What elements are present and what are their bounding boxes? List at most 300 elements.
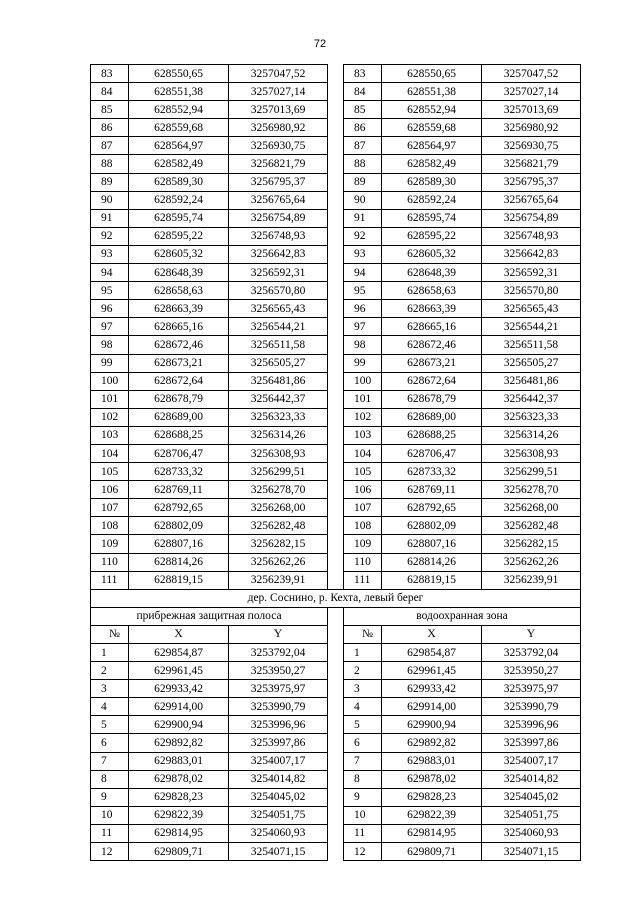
table-row: [91, 390, 581, 408]
column-gap: [328, 227, 344, 245]
left-coord-x: 628658,63: [129, 282, 229, 300]
right-coord-x: 629809,71: [382, 843, 482, 861]
right-coord-x: 628802,09: [382, 517, 482, 535]
left-coord-x: 628689,00: [129, 408, 229, 426]
column-gap: [328, 65, 344, 83]
table-row: [91, 137, 581, 155]
left-point-number: 86: [91, 119, 129, 137]
right-point-number: 86: [344, 119, 382, 137]
right-coord-x: 628807,16: [382, 535, 482, 553]
left-coord-x: 629883,01: [129, 752, 229, 770]
table-row: [91, 698, 581, 716]
table-row: [91, 191, 581, 209]
column-gap: [328, 245, 344, 263]
left-coord-y: 3256282,15: [229, 535, 328, 553]
left-coord-x: 628663,39: [129, 300, 229, 318]
left-coord-x: 628589,30: [129, 173, 229, 191]
left-point-number: 10: [91, 806, 129, 824]
column-gap: [328, 300, 344, 318]
right-coord-x: 629892,82: [382, 734, 482, 752]
column-gap: [328, 625, 344, 643]
left-coord-x: 628733,32: [129, 463, 229, 481]
left-coord-y: 3256323,33: [229, 408, 328, 426]
column-gap: [328, 571, 344, 589]
table-row: [91, 264, 581, 282]
right-coord-y: 3256642,83: [482, 245, 581, 263]
right-point-number: 92: [344, 227, 382, 245]
left-coord-x: 629814,95: [129, 824, 229, 842]
table-row: [91, 517, 581, 535]
right-point-number: 105: [344, 463, 382, 481]
left-coord-y: 3256282,48: [229, 517, 328, 535]
right-coord-y: 3254045,02: [482, 788, 581, 806]
right-coord-x: 628672,46: [382, 336, 482, 354]
left-coord-y: 3256754,89: [229, 209, 328, 227]
left-coord-x: 628595,22: [129, 227, 229, 245]
left-coord-x: 628814,26: [129, 553, 229, 571]
right-coord-y: 3254060,93: [482, 824, 581, 842]
right-coord-x: 628595,22: [382, 227, 482, 245]
right-coord-x: 628678,79: [382, 390, 482, 408]
left-coord-y: 3253950,27: [229, 662, 328, 680]
column-gap: [328, 770, 344, 788]
right-coord-x: 628658,63: [382, 282, 482, 300]
right-coord-x: 628552,94: [382, 101, 482, 119]
right-point-number: 10: [344, 806, 382, 824]
table-row: [91, 372, 581, 390]
left-coord-x: 628802,09: [129, 517, 229, 535]
left-coord-x: 628605,32: [129, 245, 229, 263]
left-point-number: 11: [91, 824, 129, 842]
left-coord-y: 3256544,21: [229, 318, 328, 336]
left-coord-x: 629900,94: [129, 716, 229, 734]
right-point-number: 93: [344, 245, 382, 263]
left-coord-y: 3257027,14: [229, 83, 328, 101]
left-coord-y: 3256278,70: [229, 481, 328, 499]
left-point-number: 102: [91, 408, 129, 426]
left-zone-heading: прибрежная защитная полоса: [91, 607, 328, 625]
right-point-number: 103: [344, 426, 382, 444]
page-number: 72: [313, 38, 327, 50]
left-coord-y: 3253990,79: [229, 698, 328, 716]
left-point-number: 105: [91, 463, 129, 481]
right-point-number: 101: [344, 390, 382, 408]
left-coord-x: 628672,64: [129, 372, 229, 390]
left-coord-y: 3256481,86: [229, 372, 328, 390]
left-coord-x: 628582,49: [129, 155, 229, 173]
right-coord-x: 628605,32: [382, 245, 482, 263]
left-coord-y: 3253975,97: [229, 680, 328, 698]
column-gap: [328, 535, 344, 553]
right-coord-y: 3257047,52: [482, 65, 581, 83]
left-coord-y: 3257013,69: [229, 101, 328, 119]
right-point-number: 88: [344, 155, 382, 173]
table-row: [91, 463, 581, 481]
right-coord-y: 3256980,92: [482, 119, 581, 137]
column-gap: [328, 499, 344, 517]
left-coord-x: 628665,16: [129, 318, 229, 336]
table-row: [91, 426, 581, 444]
left-coord-y: 3254071,15: [229, 843, 328, 861]
right-coord-x: 628564,97: [382, 137, 482, 155]
left-coord-y: 3256592,31: [229, 264, 328, 282]
left-coord-y: 3256642,83: [229, 245, 328, 263]
right-coord-y: 3256308,93: [482, 444, 581, 462]
right-point-number: 4: [344, 698, 382, 716]
right-coord-y: 3256282,15: [482, 535, 581, 553]
right-point-number: 3: [344, 680, 382, 698]
left-point-number: 89: [91, 173, 129, 191]
left-coord-y: 3256442,37: [229, 390, 328, 408]
right-point-number: 84: [344, 83, 382, 101]
column-gap: [328, 372, 344, 390]
left-point-number: 98: [91, 336, 129, 354]
right-coord-x: 628592,24: [382, 191, 482, 209]
right-point-number: 6: [344, 734, 382, 752]
right-point-number: 96: [344, 300, 382, 318]
right-coord-y: 3256592,31: [482, 264, 581, 282]
right-coord-y: 3256754,89: [482, 209, 581, 227]
right-point-number: 90: [344, 191, 382, 209]
left-coord-y: 3256308,93: [229, 444, 328, 462]
col-no-header: №: [91, 625, 129, 643]
left-point-number: 1: [91, 644, 129, 662]
table-row: [91, 245, 581, 263]
right-coord-x: 628769,11: [382, 481, 482, 499]
left-coord-y: 3253792,04: [229, 644, 328, 662]
table-row: [91, 282, 581, 300]
table-row: [91, 734, 581, 752]
right-point-number: 95: [344, 282, 382, 300]
right-point-number: 108: [344, 517, 382, 535]
left-point-number: 9: [91, 788, 129, 806]
left-coord-x: 628807,16: [129, 535, 229, 553]
column-gap: [328, 517, 344, 535]
left-coord-y: 3256262,26: [229, 553, 328, 571]
left-point-number: 7: [91, 752, 129, 770]
table-row: [91, 571, 581, 589]
right-coord-y: 3256565,43: [482, 300, 581, 318]
right-coord-x: 629828,23: [382, 788, 482, 806]
table-row: [91, 209, 581, 227]
left-coord-y: 3257047,52: [229, 65, 328, 83]
column-gap: [328, 824, 344, 842]
left-coord-y: 3253997,86: [229, 734, 328, 752]
left-point-number: 103: [91, 426, 129, 444]
right-coord-x: 628819,15: [382, 571, 482, 589]
right-coord-x: 629933,42: [382, 680, 482, 698]
column-gap: [328, 553, 344, 571]
left-point-number: 99: [91, 354, 129, 372]
left-coord-x: 628792,65: [129, 499, 229, 517]
column-gap: [328, 426, 344, 444]
col-no-header: №: [344, 625, 382, 643]
table-row: [91, 716, 581, 734]
col-y-header: Y: [482, 625, 581, 643]
column-gap: [328, 607, 344, 625]
left-coord-x: 629828,23: [129, 788, 229, 806]
left-coord-x: 629878,02: [129, 770, 229, 788]
right-point-number: 87: [344, 137, 382, 155]
right-point-number: 100: [344, 372, 382, 390]
right-point-number: 99: [344, 354, 382, 372]
column-gap: [328, 282, 344, 300]
right-coord-y: 3256262,26: [482, 553, 581, 571]
column-gap: [328, 843, 344, 861]
left-coord-x: 628688,25: [129, 426, 229, 444]
right-coord-y: 3256299,51: [482, 463, 581, 481]
right-coord-y: 3257013,69: [482, 101, 581, 119]
left-coord-y: 3256268,00: [229, 499, 328, 517]
right-coord-x: 628582,49: [382, 155, 482, 173]
right-coord-x: 628814,26: [382, 553, 482, 571]
right-coord-y: 3253990,79: [482, 698, 581, 716]
table-row: [91, 408, 581, 426]
right-coord-y: 3254071,15: [482, 843, 581, 861]
right-coord-y: 3256481,86: [482, 372, 581, 390]
right-coord-x: 628733,32: [382, 463, 482, 481]
left-coord-y: 3256795,37: [229, 173, 328, 191]
left-coord-x: 628552,94: [129, 101, 229, 119]
left-point-number: 109: [91, 535, 129, 553]
section-header: [91, 589, 581, 643]
right-point-number: 104: [344, 444, 382, 462]
right-coord-y: 3253996,96: [482, 716, 581, 734]
table-row: [91, 336, 581, 354]
table-row: [91, 318, 581, 336]
right-coord-x: 629961,45: [382, 662, 482, 680]
left-point-number: 4: [91, 698, 129, 716]
left-coord-x: 628592,24: [129, 191, 229, 209]
table-row: [91, 227, 581, 245]
table-row: [91, 806, 581, 824]
right-point-number: 97: [344, 318, 382, 336]
right-coord-x: 628672,64: [382, 372, 482, 390]
right-zone-heading: водоохранная зона: [344, 607, 581, 625]
right-coord-y: 3256323,33: [482, 408, 581, 426]
right-coord-x: 628550,65: [382, 65, 482, 83]
table-row: [91, 843, 581, 861]
right-coord-y: 3257027,14: [482, 83, 581, 101]
left-coord-x: 628550,65: [129, 65, 229, 83]
left-coord-y: 3253996,96: [229, 716, 328, 734]
col-x-header: X: [382, 625, 482, 643]
right-point-number: 9: [344, 788, 382, 806]
right-coord-y: 3256930,75: [482, 137, 581, 155]
right-coord-y: 3256314,26: [482, 426, 581, 444]
right-coord-y: 3254051,75: [482, 806, 581, 824]
left-coord-y: 3256299,51: [229, 463, 328, 481]
right-point-number: 109: [344, 535, 382, 553]
right-coord-y: 3253975,97: [482, 680, 581, 698]
left-point-number: 90: [91, 191, 129, 209]
right-coord-y: 3256442,37: [482, 390, 581, 408]
left-coord-y: 3256930,75: [229, 137, 328, 155]
right-point-number: 2: [344, 662, 382, 680]
right-point-number: 111: [344, 571, 382, 589]
left-point-number: 93: [91, 245, 129, 263]
right-coord-y: 3256765,64: [482, 191, 581, 209]
column-gap: [328, 752, 344, 770]
column-gap: [328, 788, 344, 806]
left-point-number: 111: [91, 571, 129, 589]
left-coord-x: 628672,46: [129, 336, 229, 354]
right-point-number: 11: [344, 824, 382, 842]
left-point-number: 87: [91, 137, 129, 155]
left-coord-y: 3256765,64: [229, 191, 328, 209]
left-point-number: 107: [91, 499, 129, 517]
right-coord-y: 3256544,21: [482, 318, 581, 336]
table-row: [91, 499, 581, 517]
right-coord-y: 3256748,93: [482, 227, 581, 245]
right-point-number: 83: [344, 65, 382, 83]
left-point-number: 5: [91, 716, 129, 734]
table-row: [91, 662, 581, 680]
left-point-number: 3: [91, 680, 129, 698]
section-title: дер. Соснино, р. Кехта, левый берег: [91, 589, 581, 607]
coordinates-table: [90, 64, 581, 861]
right-coord-y: 3256511,58: [482, 336, 581, 354]
column-gap: [328, 644, 344, 662]
left-point-number: 91: [91, 209, 129, 227]
left-coord-y: 3256505,27: [229, 354, 328, 372]
right-coord-y: 3256268,00: [482, 499, 581, 517]
left-coord-x: 628769,11: [129, 481, 229, 499]
left-coord-x: 628559,68: [129, 119, 229, 137]
right-coord-x: 628559,68: [382, 119, 482, 137]
table-row: [91, 354, 581, 372]
left-coord-x: 628819,15: [129, 571, 229, 589]
right-point-number: 107: [344, 499, 382, 517]
right-coord-x: 629914,00: [382, 698, 482, 716]
left-coord-x: 629892,82: [129, 734, 229, 752]
left-point-number: 108: [91, 517, 129, 535]
left-point-number: 83: [91, 65, 129, 83]
left-coord-x: 628648,39: [129, 264, 229, 282]
right-coord-y: 3253997,86: [482, 734, 581, 752]
left-point-number: 100: [91, 372, 129, 390]
table-row: [91, 680, 581, 698]
left-point-number: 88: [91, 155, 129, 173]
column-gap: [328, 662, 344, 680]
right-coord-x: 628595,74: [382, 209, 482, 227]
table-row: [91, 553, 581, 571]
left-coord-y: 3254051,75: [229, 806, 328, 824]
table-row: [91, 770, 581, 788]
column-gap: [328, 698, 344, 716]
right-point-number: 85: [344, 101, 382, 119]
right-coord-x: 629814,95: [382, 824, 482, 842]
right-coord-x: 628792,65: [382, 499, 482, 517]
column-gap: [328, 191, 344, 209]
column-gap: [328, 463, 344, 481]
left-point-number: 104: [91, 444, 129, 462]
right-coord-x: 628589,30: [382, 173, 482, 191]
left-coord-y: 3256314,26: [229, 426, 328, 444]
right-coord-y: 3254014,82: [482, 770, 581, 788]
right-coord-y: 3256278,70: [482, 481, 581, 499]
left-coord-x: 628551,38: [129, 83, 229, 101]
col-y-header: Y: [229, 625, 328, 643]
left-coord-y: 3256565,43: [229, 300, 328, 318]
left-point-number: 2: [91, 662, 129, 680]
right-coord-y: 3256821,79: [482, 155, 581, 173]
left-coord-x: 628706,47: [129, 444, 229, 462]
left-point-number: 96: [91, 300, 129, 318]
left-coord-x: 629809,71: [129, 843, 229, 861]
right-coord-x: 628706,47: [382, 444, 482, 462]
column-gap: [328, 336, 344, 354]
table-row: [91, 444, 581, 462]
table-row: [91, 788, 581, 806]
right-coord-x: 629883,01: [382, 752, 482, 770]
left-coord-y: 3254014,82: [229, 770, 328, 788]
table-row: [91, 173, 581, 191]
right-coord-y: 3253950,27: [482, 662, 581, 680]
left-point-number: 8: [91, 770, 129, 788]
right-point-number: 8: [344, 770, 382, 788]
column-gap: [328, 137, 344, 155]
left-coord-x: 629961,45: [129, 662, 229, 680]
left-coord-x: 629854,87: [129, 644, 229, 662]
left-point-number: 110: [91, 553, 129, 571]
left-coord-x: 628673,21: [129, 354, 229, 372]
left-point-number: 85: [91, 101, 129, 119]
column-gap: [328, 408, 344, 426]
top-rows: [91, 65, 581, 590]
right-point-number: 110: [344, 553, 382, 571]
right-point-number: 91: [344, 209, 382, 227]
table-row: [91, 300, 581, 318]
right-point-number: 94: [344, 264, 382, 282]
right-coord-x: 628665,16: [382, 318, 482, 336]
right-coord-y: 3256570,80: [482, 282, 581, 300]
left-coord-y: 3254045,02: [229, 788, 328, 806]
column-gap: [328, 119, 344, 137]
right-coord-x: 628688,25: [382, 426, 482, 444]
table-row: [91, 481, 581, 499]
table-row: [91, 119, 581, 137]
right-coord-y: 3256239,91: [482, 571, 581, 589]
right-coord-x: 629900,94: [382, 716, 482, 734]
right-coord-x: 628551,38: [382, 83, 482, 101]
right-coord-y: 3256282,48: [482, 517, 581, 535]
column-gap: [328, 716, 344, 734]
column-gap: [328, 734, 344, 752]
column-gap: [328, 209, 344, 227]
left-coord-x: 629822,39: [129, 806, 229, 824]
column-gap: [328, 101, 344, 119]
left-coord-y: 3256239,91: [229, 571, 328, 589]
right-point-number: 98: [344, 336, 382, 354]
column-gap: [328, 83, 344, 101]
left-coord-x: 629933,42: [129, 680, 229, 698]
left-coord-y: 3256821,79: [229, 155, 328, 173]
left-point-number: 84: [91, 83, 129, 101]
left-point-number: 94: [91, 264, 129, 282]
left-point-number: 12: [91, 843, 129, 861]
table-row: [91, 65, 581, 83]
column-gap: [328, 264, 344, 282]
left-coord-y: 3256980,92: [229, 119, 328, 137]
left-coord-x: 629914,00: [129, 698, 229, 716]
left-coord-x: 628678,79: [129, 390, 229, 408]
right-coord-x: 629822,39: [382, 806, 482, 824]
table-row: [91, 155, 581, 173]
section-rows: [91, 644, 581, 861]
left-coord-x: 628564,97: [129, 137, 229, 155]
left-coord-y: 3256570,80: [229, 282, 328, 300]
